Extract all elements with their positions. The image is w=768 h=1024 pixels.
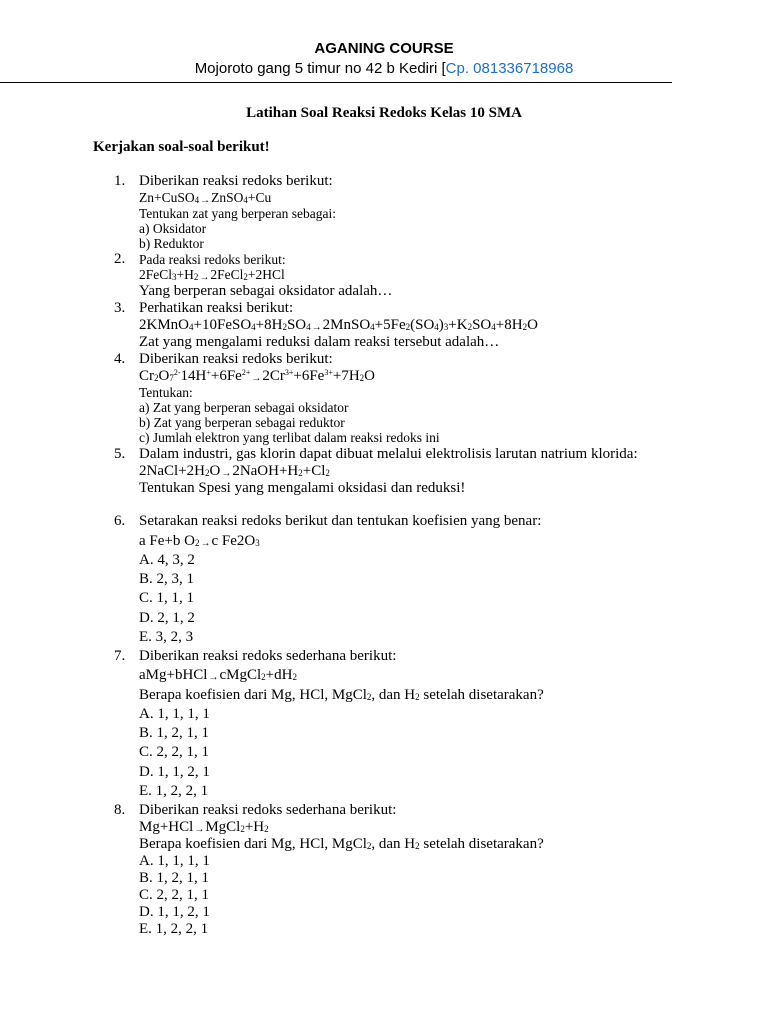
answer-option[interactable]: A. 4, 3, 2	[139, 552, 195, 568]
letterhead	[0, 38, 768, 78]
reaction-equation: a Fe+b $O_2\to c$ $Fe2O_3$	[139, 533, 260, 549]
question-prompt: Perhatikan reaksi berikut:	[139, 300, 294, 316]
answer-option[interactable]: B. 1, 2, 1, 1	[139, 725, 210, 741]
answer-option[interactable]: E. 1, 2, 2, 1	[139, 921, 209, 937]
question-line: b) Reduktor	[139, 236, 204, 251]
course-name: AGANING COURSE	[314, 40, 454, 57]
answer-option[interactable]: E. 3, 2, 3	[139, 629, 194, 645]
reaction-equation: $Cr_2O_7^{2-}14H^++6Fe^{2+}\to 2Cr^{3+}+6Fe^{3+}+7H_2O$	[139, 368, 375, 384]
reaction-equation: $2FeCl_3+H_2\to 2FeCl_2+2HCl$	[139, 267, 285, 283]
question-number: 8.	[114, 802, 126, 818]
worksheet-title: Latihan Soal Reaksi Redoks Kelas 10 SMA	[246, 105, 522, 121]
question-number: 5.	[114, 446, 126, 462]
reaction-equation: Zn+CuSO$_4$→ZnSO$_4$+Cu	[139, 190, 272, 206]
question-line: Tentukan:	[139, 385, 193, 400]
question-prompt: Setarakan reaksi redoks berikut dan tentukan koefisien yang benar:	[139, 513, 542, 529]
question-number: 7.	[114, 648, 126, 664]
answer-option[interactable]: A. 1, 1, 1, 1	[139, 706, 210, 722]
question-number: 1.	[114, 173, 126, 189]
question-line: Berapa koefisien dari Mg, HCl, MgCl$_2$, dan $H_2$ setelah disetarakan?	[139, 687, 544, 703]
question-line: a) Oksidator	[139, 221, 207, 236]
question-prompt: Diberikan reaksi redoks berikut:	[139, 351, 333, 367]
answer-option[interactable]: C. 1, 1, 1	[139, 590, 195, 606]
answer-option[interactable]: C. 2, 2, 1, 1	[139, 887, 210, 903]
reaction-equation: $Mg+HCl\to MgCl_2+H_2$	[139, 819, 269, 835]
question-prompt: Diberikan reaksi redoks berikut:	[139, 173, 333, 189]
question-number: 6.	[114, 513, 126, 529]
question-number: 2.	[114, 251, 126, 267]
answer-option[interactable]: B. 2, 3, 1	[139, 571, 195, 587]
answer-option[interactable]: B. 1, 2, 1, 1	[139, 870, 210, 886]
header-divider	[0, 82, 672, 83]
answer-option[interactable]: A. 1, 1, 1, 1	[139, 853, 210, 869]
question-prompt: Dalam industri, gas klorin dapat dibuat melalui elektrolisis larutan natrium klorida:	[139, 446, 638, 462]
question-line: Yang berperan sebagai oksidator adalah…	[139, 283, 393, 299]
question-prompt: Diberikan reaksi redoks sederhana berikut:	[139, 648, 397, 664]
address-line	[0, 60, 768, 78]
reaction-equation: $aMg+bHCl\to cMgCl_2+dH_2$	[139, 667, 297, 683]
question-prompt: Pada reaksi redoks berikut:	[139, 252, 286, 267]
question-line: b) Zat yang berperan sebagai reduktor	[139, 415, 345, 430]
instruction-text: Kerjakan soal-soal berikut!	[93, 139, 270, 155]
question-number: 4.	[114, 351, 126, 367]
answer-option[interactable]: C. 2, 2, 1, 1	[139, 744, 210, 760]
answer-option[interactable]: D. 2, 1, 2	[139, 610, 195, 626]
question-line: Zat yang mengalami reduksi dalam reaksi tersebut adalah…	[139, 334, 500, 350]
question-line: Tentukan Spesi yang mengalami oksidasi dan reduksi!	[139, 480, 466, 496]
question-line: Tentukan zat yang berperan sebagai:	[139, 206, 336, 221]
reaction-equation: $2KMnO_4+10FeSO_4+8H_2SO_4\to 2MnSO_4+5Fe_2(SO_4)_3+K_2SO_4+8H_2O$	[139, 317, 538, 333]
answer-option[interactable]: D. 1, 1, 2, 1	[139, 904, 210, 920]
phone-link[interactable]: Cp. 081336718968	[445, 60, 574, 77]
answer-option[interactable]: E. 1, 2, 2, 1	[139, 783, 209, 799]
address-text: Mojoroto gang 5 timur no 42 b Kediri [	[194, 60, 446, 77]
question-number: 3.	[114, 300, 126, 316]
question-line: a) Zat yang berperan sebagai oksidator	[139, 400, 349, 415]
question-prompt: Diberikan reaksi redoks sederhana berikut:	[139, 802, 397, 818]
question-line: c) Jumlah elektron yang terlibat dalam reaksi redoks ini	[139, 430, 440, 445]
answer-option[interactable]: D. 1, 1, 2, 1	[139, 764, 210, 780]
reaction-equation: $2NaCl+2H_2O\to 2NaOH+H_2+Cl_2$	[139, 463, 330, 479]
question-line: Berapa koefisien dari Mg, HCl, MgCl$_2$, dan $H_2$ setelah disetarakan?	[139, 836, 544, 852]
